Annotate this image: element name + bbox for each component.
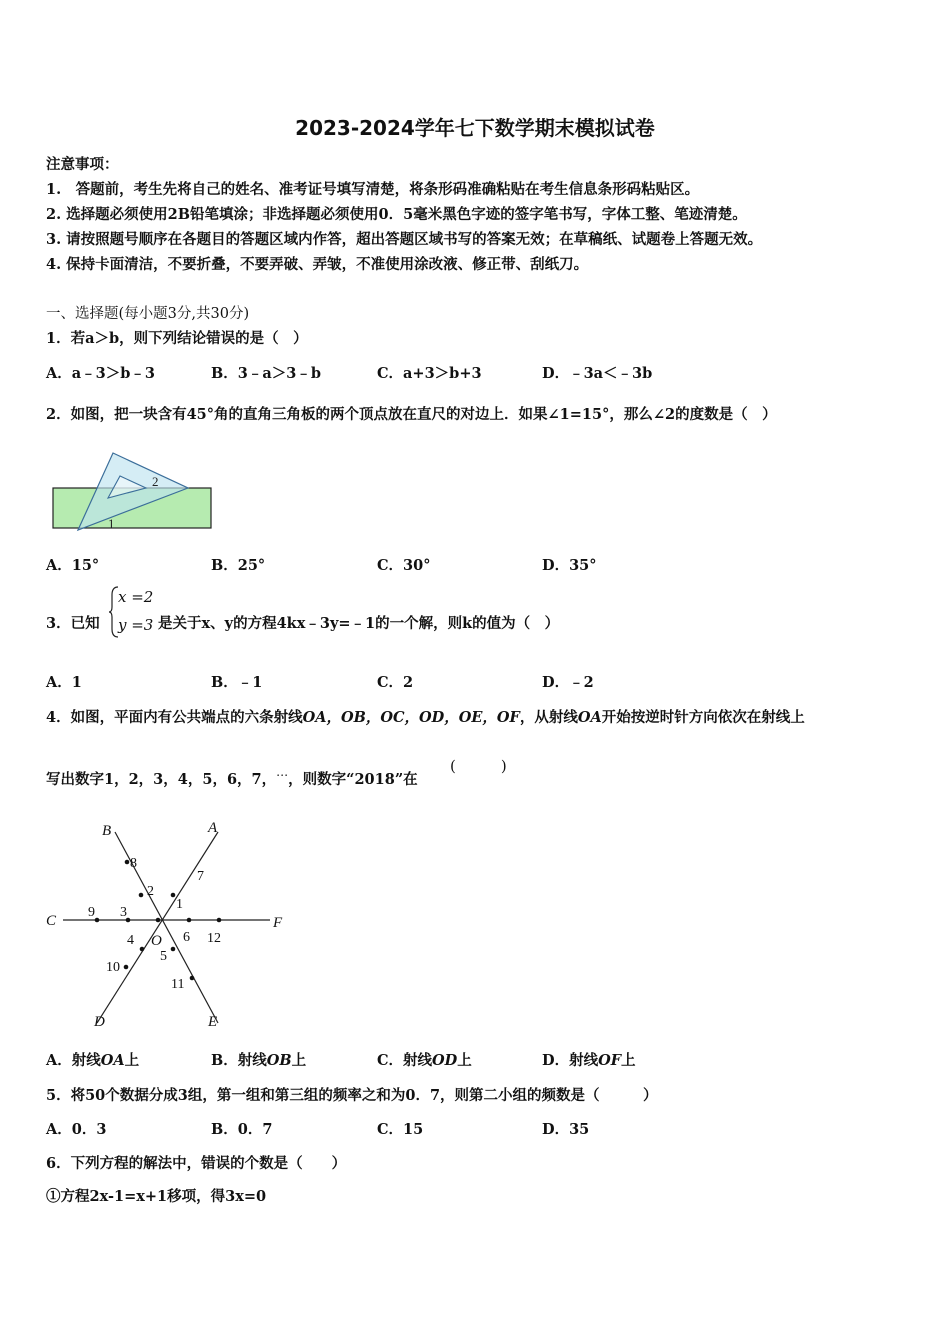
q3-option-c: C．2	[377, 674, 414, 691]
num-12: 12	[207, 931, 221, 946]
label-b: B	[102, 823, 112, 839]
q4-option-a: A．射线OA上	[46, 1052, 140, 1069]
num-3: 3	[120, 905, 127, 920]
q4-stem-b: ，从射线	[519, 709, 578, 726]
angle-1-label: 1	[108, 516, 115, 531]
section-heading: 一、选择题(每小题3分,共30分)	[46, 306, 250, 322]
q4-rays: OA，OB，OC，OD，OE，OF	[302, 709, 520, 726]
q4-option-d: D．射线OF上	[542, 1052, 636, 1069]
q3-option-d: D．﹣2	[542, 674, 594, 691]
notice-item: 1. 答题前，考生先将自己的姓名、准考证号填写清楚，将条形码准确粘贴在考生信息条形码粘贴区。	[46, 181, 700, 198]
num-9: 9	[88, 905, 95, 920]
q2-option-d: D．35°	[542, 557, 597, 574]
question-1-stem: 1．若a＞b，则下列结论错误的是（ ）	[46, 330, 308, 347]
q4-stem-c: 开始按逆时针方向依次在射线上	[601, 709, 805, 726]
num-11: 11	[171, 977, 185, 992]
angle-2-label: 2	[152, 474, 159, 489]
system-eq-y: y =3	[118, 616, 154, 634]
q5-option-a: A．0．3	[46, 1121, 107, 1138]
q3-option-a: A．1	[46, 674, 82, 691]
notice-item: 3. 请按照题号顺序在各题目的答题区域内作答，超出答题区域书写的答案无效；在草稿纸、试题卷上答题无效。	[46, 231, 763, 248]
notice-item: 2. 选择题必须使用2B铅笔填涂；非选择题必须使用0．5毫米黑色字迹的签字笔书写，字体工整、笔迹清楚。	[46, 206, 747, 223]
num-4: 4	[127, 933, 134, 948]
num-7: 7	[197, 869, 204, 884]
notice-item: 4. 保持卡面清洁，不要折叠，不要弄破、弄皱，不准使用涂改液、修正带、刮纸刀。	[46, 256, 589, 273]
question-4-line1	[46, 706, 805, 727]
q4-ray-oa: OA	[577, 709, 602, 726]
num-2: 2	[147, 884, 154, 899]
question-6-stem: 6．下列方程的解法中，错误的个数是（ ）	[46, 1155, 347, 1172]
triangle-ruler-figure	[50, 450, 215, 532]
question-5-stem: 5．将50个数据分成3组，第一组和第三组的频率之和为0．7，则第二小组的频数是（ ）	[46, 1087, 658, 1104]
question-2-stem: 2．如图，把一块含有45°角的直角三角板的两个顶点放在直尺的对边上．如果∠1=15°，那么∠2的度数是（ ）	[46, 406, 777, 423]
label-c: C	[46, 913, 57, 929]
question-3-prefix: 3．已知	[46, 615, 100, 632]
label-o: O	[151, 933, 162, 949]
label-a: A	[208, 820, 218, 836]
q4-option-c: C．射线OD上	[377, 1052, 472, 1069]
question-4-line2	[46, 765, 418, 789]
q4-stem-a: 4．如图，平面内有公共端点的六条射线	[46, 709, 303, 726]
q4-answer-paren: ( )	[450, 757, 507, 775]
question-6-item-1: ①方程2x-1=x+1移项，得3x=0	[46, 1188, 267, 1205]
q4-option-b: B．射线OB上	[211, 1052, 307, 1069]
six-rays-figure	[40, 818, 295, 1036]
system-eq-x: x =2	[118, 588, 154, 606]
q2-option-a: A．15°	[46, 557, 100, 574]
q1-option-a: A．a﹣3＞b﹣3	[46, 365, 155, 382]
num-1: 1	[176, 897, 183, 912]
q1-option-d: D．﹣3a＜﹣3b	[542, 365, 653, 382]
q5-option-d: D．35	[542, 1121, 590, 1138]
q2-option-c: C．30°	[377, 557, 431, 574]
num-5: 5	[160, 949, 167, 964]
notice-heading: 注意事项：	[46, 156, 119, 173]
num-8: 8	[130, 856, 137, 871]
num-10: 10	[106, 960, 120, 975]
num-6: 6	[183, 930, 190, 945]
q4-line2: 写出数字1，2，3，4，5，6，7，	[46, 771, 277, 788]
label-e: E	[208, 1014, 218, 1030]
q5-option-b: B．0．7	[211, 1121, 273, 1138]
q5-option-c: C．15	[377, 1121, 424, 1138]
line-da	[97, 832, 218, 1023]
question-3-suffix: 是关于x、y的方程4kx﹣3y=﹣1的一个解，则k的值为（ ）	[158, 615, 560, 632]
q4-ellipsis: …	[276, 765, 289, 779]
label-f: F	[273, 915, 283, 931]
q2-option-b: B．25°	[211, 557, 266, 574]
label-d: D	[94, 1014, 105, 1030]
q1-option-c: C．a+3＞b+3	[377, 365, 482, 382]
q1-option-b: B．3﹣a＞3﹣b	[211, 365, 321, 382]
q4-line2-b: ，则数字“2018”在	[288, 771, 418, 788]
q3-option-b: B．﹣1	[211, 674, 263, 691]
page-title: 2023-2024学年七下数学期末模拟试卷	[295, 116, 655, 140]
